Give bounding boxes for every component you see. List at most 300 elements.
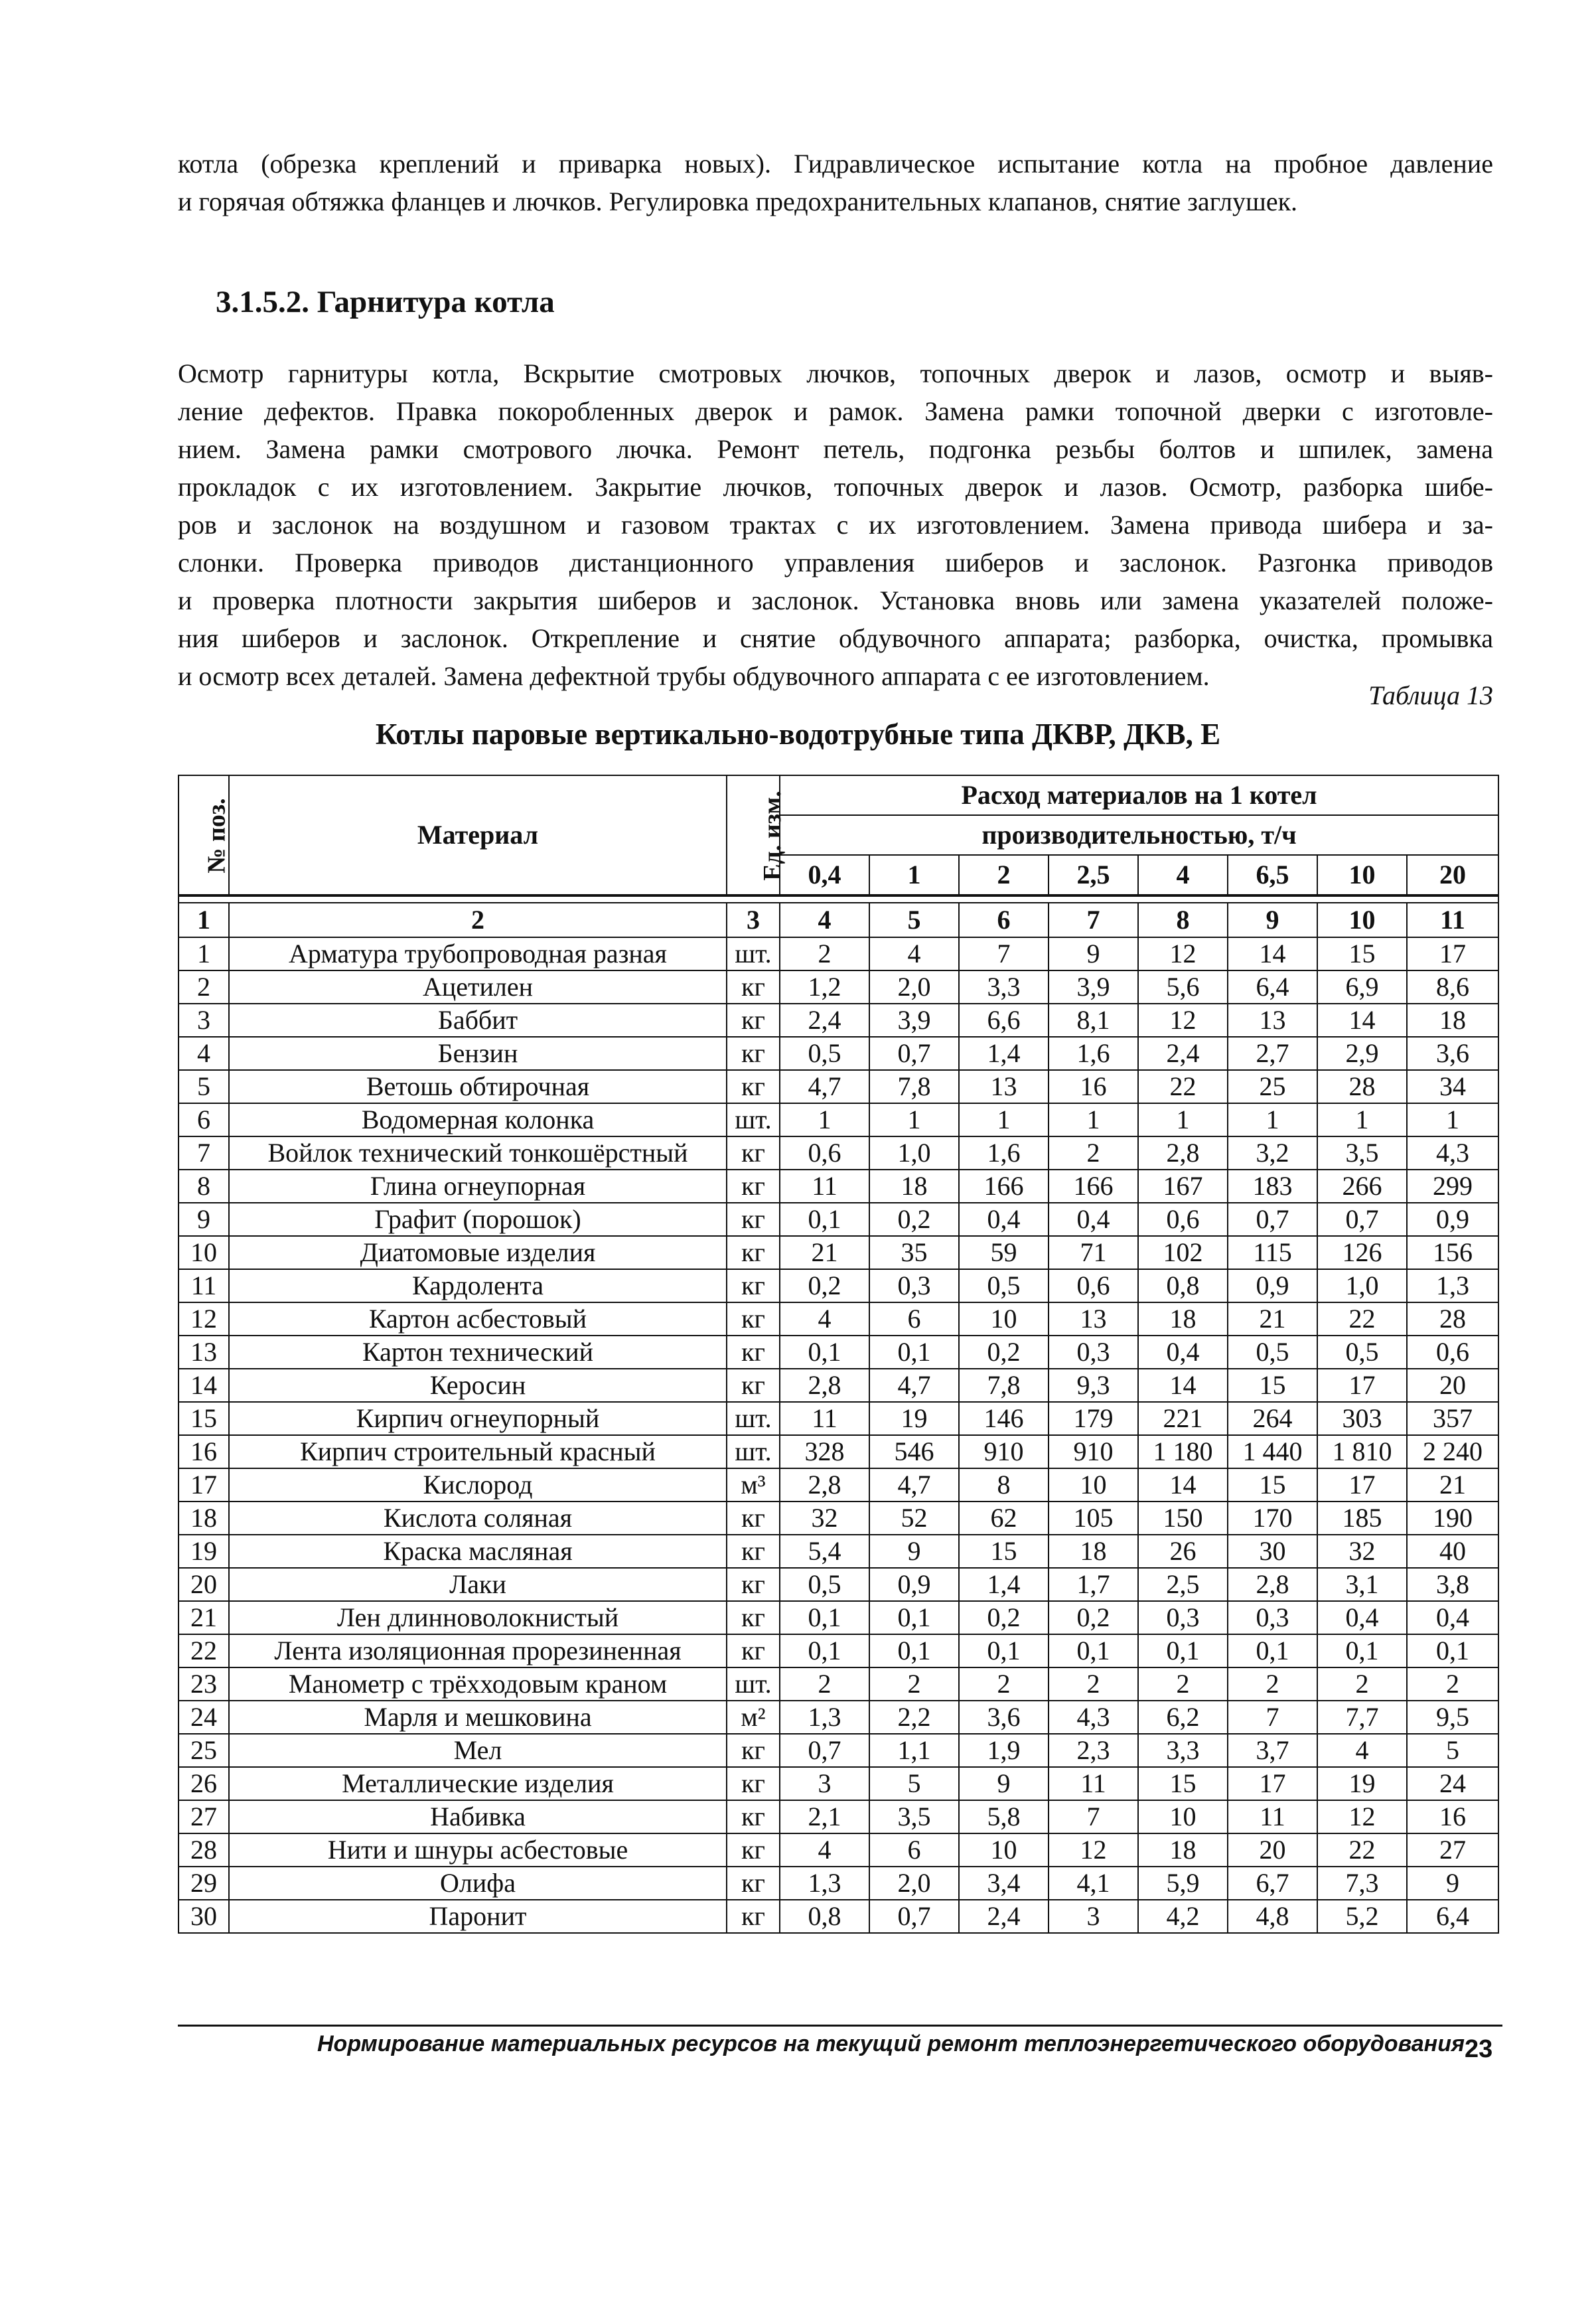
- row-value: 6: [869, 1302, 959, 1336]
- row-value: 3,3: [1138, 1734, 1228, 1767]
- row-material-name: Картон асбестовый: [229, 1302, 727, 1336]
- row-unit: кг: [727, 1833, 780, 1867]
- row-value: 17: [1228, 1767, 1317, 1800]
- text-line: Осмотр гарнитуры котла, Вскрытие смотровых лючков, топочных дверок и лазов, осмотр и выяв-: [178, 358, 1493, 388]
- row-value: 0,7: [869, 1037, 959, 1070]
- section-paragraph: [178, 354, 1493, 695]
- row-value: 0,4: [1317, 1601, 1407, 1634]
- row-value: 16: [1049, 1070, 1138, 1103]
- row-value: 166: [959, 1170, 1049, 1203]
- row-value: 5,6: [1138, 970, 1228, 1004]
- text-line: ров и заслонок на воздушном и газовом трактах с их изготовлением. Замена привода шибера и за-: [178, 510, 1493, 540]
- row-value: 0,1: [780, 1336, 869, 1369]
- row-value: 0,8: [1138, 1269, 1228, 1302]
- column-number: 7: [1049, 903, 1138, 937]
- table-row: [179, 1236, 1498, 1269]
- row-value: 17: [1317, 1369, 1407, 1402]
- row-material-name: Графит (порошок): [229, 1203, 727, 1236]
- row-unit: кг: [727, 1502, 780, 1535]
- row-value: 4: [869, 937, 959, 970]
- table-row: [179, 1402, 1498, 1435]
- row-value: 910: [1049, 1435, 1138, 1468]
- row-value: 12: [1138, 937, 1228, 970]
- table-row: [179, 1468, 1498, 1502]
- row-value: 4,2: [1138, 1900, 1228, 1933]
- table-row: [179, 1170, 1498, 1203]
- column-number: 3: [727, 903, 780, 937]
- row-value: 0,3: [1049, 1336, 1138, 1369]
- column-number: 9: [1228, 903, 1317, 937]
- row-value: 3,6: [959, 1701, 1049, 1734]
- row-value: 0,7: [1228, 1203, 1317, 1236]
- row-value: 7: [1228, 1701, 1317, 1734]
- row-value: 18: [1407, 1004, 1498, 1037]
- row-material-name: Металлические изделия: [229, 1767, 727, 1800]
- row-value: 0,7: [869, 1900, 959, 1933]
- row-material-name: Нити и шнуры асбестовые: [229, 1833, 727, 1867]
- row-position: 26: [179, 1767, 229, 1800]
- table-row: [179, 1070, 1498, 1103]
- row-value: 6,6: [959, 1004, 1049, 1037]
- row-position: 3: [179, 1004, 229, 1037]
- row-value: 15: [1228, 1468, 1317, 1502]
- row-value: 1: [780, 1103, 869, 1136]
- row-value: 0,7: [780, 1734, 869, 1767]
- row-value: 1: [1317, 1103, 1407, 1136]
- row-material-name: Арматура трубопроводная разная: [229, 937, 727, 970]
- text-line: котла (обрезка креплений и приварка новых). Гидравлическое испытание котла на пробное давление: [178, 149, 1493, 179]
- row-value: 5,2: [1317, 1900, 1407, 1933]
- row-value: 4,3: [1049, 1701, 1138, 1734]
- row-value: 7: [1049, 1800, 1138, 1833]
- table-row: [179, 1203, 1498, 1236]
- row-value: 14: [1317, 1004, 1407, 1037]
- row-value: 4,7: [780, 1070, 869, 1103]
- row-value: 59: [959, 1236, 1049, 1269]
- row-value: 52: [869, 1502, 959, 1535]
- row-value: 167: [1138, 1170, 1228, 1203]
- row-material-name: Кардолента: [229, 1269, 727, 1302]
- section-heading: 3.1.5.2. Гарнитура котла: [216, 285, 555, 319]
- header-capacity: 2: [959, 855, 1049, 895]
- page-number: 23: [1465, 2035, 1493, 2063]
- row-value: 1,7: [1049, 1568, 1138, 1601]
- row-value: 4,7: [869, 1369, 959, 1402]
- row-value: 11: [1228, 1800, 1317, 1833]
- header-consumption-title: Расход материалов на 1 котел: [780, 775, 1498, 815]
- row-position: 7: [179, 1136, 229, 1170]
- row-value: 2,4: [1138, 1037, 1228, 1070]
- row-position: 1: [179, 937, 229, 970]
- row-value: 0,7: [1317, 1203, 1407, 1236]
- row-material-name: Водомерная колонка: [229, 1103, 727, 1136]
- row-value: 0,4: [1138, 1336, 1228, 1369]
- row-position: 24: [179, 1701, 229, 1734]
- row-value: 11: [1049, 1767, 1138, 1800]
- row-position: 23: [179, 1667, 229, 1701]
- row-value: 9,5: [1407, 1701, 1498, 1734]
- row-value: 0,6: [780, 1136, 869, 1170]
- row-value: 190: [1407, 1502, 1498, 1535]
- row-unit: кг: [727, 1867, 780, 1900]
- table-title: Котлы паровые вертикально-водотрубные типа ДКВР, ДКВ, Е: [375, 718, 1221, 751]
- row-value: 10: [1049, 1468, 1138, 1502]
- text-line: слонки. Проверка приводов дистанционного управления шиберов и заслонок. Разгонка приводов: [178, 548, 1493, 578]
- row-value: 5: [1407, 1734, 1498, 1767]
- row-value: 6,9: [1317, 970, 1407, 1004]
- row-value: 2: [780, 1667, 869, 1701]
- row-value: 1,4: [959, 1568, 1049, 1601]
- row-value: 0,1: [780, 1601, 869, 1634]
- row-value: 183: [1228, 1170, 1317, 1203]
- header-material: Материал: [229, 775, 727, 895]
- row-value: 1 810: [1317, 1435, 1407, 1468]
- row-value: 21: [780, 1236, 869, 1269]
- row-unit: кг: [727, 1734, 780, 1767]
- row-unit: кг: [727, 1203, 780, 1236]
- row-value: 13: [1228, 1004, 1317, 1037]
- row-value: 6,2: [1138, 1701, 1228, 1734]
- row-value: 3,5: [869, 1800, 959, 1833]
- table-row: [179, 1601, 1498, 1634]
- row-value: 0,6: [1407, 1336, 1498, 1369]
- row-value: 19: [869, 1402, 959, 1435]
- row-value: 6,4: [1407, 1900, 1498, 1933]
- row-value: 2,1: [780, 1800, 869, 1833]
- row-value: 0,5: [780, 1037, 869, 1070]
- row-unit: м³: [727, 1468, 780, 1502]
- row-value: 0,2: [959, 1601, 1049, 1634]
- row-position: 15: [179, 1402, 229, 1435]
- row-value: 28: [1317, 1070, 1407, 1103]
- row-value: 7,7: [1317, 1701, 1407, 1734]
- row-position: 21: [179, 1601, 229, 1634]
- row-value: 0,1: [1228, 1634, 1317, 1667]
- row-value: 264: [1228, 1402, 1317, 1435]
- row-value: 2: [1228, 1667, 1317, 1701]
- row-value: 4,1: [1049, 1867, 1138, 1900]
- row-position: 4: [179, 1037, 229, 1070]
- row-value: 0,9: [1407, 1203, 1498, 1236]
- row-value: 2 240: [1407, 1435, 1498, 1468]
- table-row: [179, 1004, 1498, 1037]
- row-value: 146: [959, 1402, 1049, 1435]
- header-capacity: 1: [869, 855, 959, 895]
- row-value: 0,5: [959, 1269, 1049, 1302]
- row-value: 24: [1407, 1767, 1498, 1800]
- row-value: 1: [1407, 1103, 1498, 1136]
- row-material-name: Марля и мешковина: [229, 1701, 727, 1734]
- row-value: 3,9: [1049, 970, 1138, 1004]
- header-capacity: 6,5: [1228, 855, 1317, 895]
- row-position: 16: [179, 1435, 229, 1468]
- header-capacity: 2,5: [1049, 855, 1138, 895]
- row-value: 0,1: [1049, 1634, 1138, 1667]
- row-value: 102: [1138, 1236, 1228, 1269]
- header-consumption-subtitle: производительностью, т/ч: [780, 815, 1498, 855]
- row-value: 6,7: [1228, 1867, 1317, 1900]
- row-value: 18: [1138, 1302, 1228, 1336]
- row-value: 4: [780, 1833, 869, 1867]
- row-value: 3: [1049, 1900, 1138, 1933]
- row-value: 0,9: [1228, 1269, 1317, 1302]
- row-position: 11: [179, 1269, 229, 1302]
- row-value: 13: [1049, 1302, 1138, 1336]
- row-value: 0,3: [1228, 1601, 1317, 1634]
- row-value: 9: [1407, 1867, 1498, 1900]
- row-value: 0,1: [869, 1336, 959, 1369]
- row-value: 0,6: [1138, 1203, 1228, 1236]
- row-value: 0,4: [959, 1203, 1049, 1236]
- column-number: 5: [869, 903, 959, 937]
- row-value: 22: [1317, 1302, 1407, 1336]
- table-row: [179, 1369, 1498, 1402]
- table-row: [179, 1833, 1498, 1867]
- row-material-name: Бензин: [229, 1037, 727, 1070]
- row-unit: шт.: [727, 1435, 780, 1468]
- row-material-name: Кирпич строительный красный: [229, 1435, 727, 1468]
- row-position: 19: [179, 1535, 229, 1568]
- row-value: 1,4: [959, 1037, 1049, 1070]
- table-row: [179, 970, 1498, 1004]
- row-unit: кг: [727, 1004, 780, 1037]
- table-row: [179, 1734, 1498, 1767]
- row-position: 14: [179, 1369, 229, 1402]
- row-value: 10: [959, 1302, 1049, 1336]
- row-material-name: Ацетилен: [229, 970, 727, 1004]
- row-value: 9,3: [1049, 1369, 1138, 1402]
- row-unit: кг: [727, 1037, 780, 1070]
- row-value: 7: [959, 937, 1049, 970]
- row-value: 0,1: [869, 1634, 959, 1667]
- table-body: [179, 895, 1498, 1933]
- row-unit: шт.: [727, 1103, 780, 1136]
- row-value: 10: [959, 1833, 1049, 1867]
- row-value: 2: [1317, 1667, 1407, 1701]
- text-line: ление дефектов. Правка покоробленных дверок и рамок. Замена рамки топочной дверки с изготовле-: [178, 396, 1493, 426]
- row-value: 0,3: [1138, 1601, 1228, 1634]
- row-value: 126: [1317, 1236, 1407, 1269]
- text-line: и проверка плотности закрытия шиберов и заслонок. Установка вновь или замена указателей положе-: [178, 585, 1493, 615]
- table-row: [179, 1800, 1498, 1833]
- row-position: 20: [179, 1568, 229, 1601]
- row-material-name: Лен длинноволокнистый: [229, 1601, 727, 1634]
- row-value: 2: [1138, 1667, 1228, 1701]
- row-material-name: Олифа: [229, 1867, 727, 1900]
- row-value: 0,2: [780, 1269, 869, 1302]
- row-value: 1,3: [780, 1701, 869, 1734]
- intro-paragraph: [178, 145, 1493, 220]
- row-value: 910: [959, 1435, 1049, 1468]
- table-number-label: Таблица 13: [1368, 680, 1493, 710]
- footer-rule: [178, 2025, 1502, 2027]
- row-value: 2: [1049, 1667, 1138, 1701]
- row-value: 22: [1138, 1070, 1228, 1103]
- row-unit: шт.: [727, 937, 780, 970]
- row-value: 22: [1317, 1833, 1407, 1867]
- row-value: 17: [1407, 937, 1498, 970]
- row-value: 2: [959, 1667, 1049, 1701]
- row-value: 15: [1228, 1369, 1317, 1402]
- row-value: 0,4: [1407, 1601, 1498, 1634]
- row-value: 3,1: [1317, 1568, 1407, 1601]
- row-value: 7,8: [959, 1369, 1049, 1402]
- row-value: 9: [959, 1767, 1049, 1800]
- row-value: 0,1: [1317, 1634, 1407, 1667]
- header-capacity: 20: [1407, 855, 1498, 895]
- row-value: 4,3: [1407, 1136, 1498, 1170]
- header-pos: [179, 775, 229, 895]
- row-value: 1,2: [780, 970, 869, 1004]
- row-value: 8,1: [1049, 1004, 1138, 1037]
- table-row: [179, 1535, 1498, 1568]
- row-position: 10: [179, 1236, 229, 1269]
- row-value: 0,8: [780, 1900, 869, 1933]
- row-value: 357: [1407, 1402, 1498, 1435]
- row-value: 20: [1228, 1833, 1317, 1867]
- table-row: [179, 1502, 1498, 1535]
- row-value: 62: [959, 1502, 1049, 1535]
- row-value: 0,5: [1317, 1336, 1407, 1369]
- row-value: 28: [1407, 1302, 1498, 1336]
- row-unit: кг: [727, 1369, 780, 1402]
- row-value: 0,1: [780, 1634, 869, 1667]
- row-value: 12: [1049, 1833, 1138, 1867]
- row-value: 3: [780, 1767, 869, 1800]
- row-position: 6: [179, 1103, 229, 1136]
- header-capacity: 10: [1317, 855, 1407, 895]
- row-value: 7,8: [869, 1070, 959, 1103]
- row-value: 8,6: [1407, 970, 1498, 1004]
- row-value: 34: [1407, 1070, 1498, 1103]
- materials-table: [178, 775, 1499, 1934]
- row-value: 10: [1138, 1800, 1228, 1833]
- row-value: 1: [1228, 1103, 1317, 1136]
- row-value: 21: [1407, 1468, 1498, 1502]
- row-position: 29: [179, 1867, 229, 1900]
- row-value: 179: [1049, 1402, 1138, 1435]
- row-value: 2: [1049, 1136, 1138, 1170]
- row-value: 1,6: [959, 1136, 1049, 1170]
- row-value: 4: [780, 1302, 869, 1336]
- row-value: 2,9: [1317, 1037, 1407, 1070]
- row-value: 5,9: [1138, 1867, 1228, 1900]
- row-value: 19: [1317, 1767, 1407, 1800]
- row-value: 2,8: [780, 1369, 869, 1402]
- row-value: 14: [1138, 1369, 1228, 1402]
- row-value: 5,8: [959, 1800, 1049, 1833]
- text-line: и горячая обтяжка фланцев и лючков. Регулировка предохранительных клапанов, снятие заглушек.: [178, 187, 1298, 216]
- row-material-name: Войлок технический тонкошёрстный: [229, 1136, 727, 1170]
- row-value: 299: [1407, 1170, 1498, 1203]
- row-value: 2: [1407, 1667, 1498, 1701]
- row-unit: кг: [727, 1070, 780, 1103]
- table-row: [179, 1136, 1498, 1170]
- row-value: 1,0: [1317, 1269, 1407, 1302]
- row-value: 26: [1138, 1535, 1228, 1568]
- row-material-name: Кислород: [229, 1468, 727, 1502]
- row-value: 1: [1049, 1103, 1138, 1136]
- row-position: 25: [179, 1734, 229, 1767]
- row-value: 1,0: [869, 1136, 959, 1170]
- row-value: 4,7: [869, 1468, 959, 1502]
- row-position: 12: [179, 1302, 229, 1336]
- row-material-name: Баббит: [229, 1004, 727, 1037]
- row-value: 0,2: [959, 1336, 1049, 1369]
- row-position: 2: [179, 970, 229, 1004]
- row-value: 15: [1317, 937, 1407, 970]
- row-value: 6: [869, 1833, 959, 1867]
- row-value: 1,3: [780, 1867, 869, 1900]
- row-value: 3,2: [1228, 1136, 1317, 1170]
- row-value: 0,5: [780, 1568, 869, 1601]
- row-value: 546: [869, 1435, 959, 1468]
- row-unit: кг: [727, 1800, 780, 1833]
- row-value: 166: [1049, 1170, 1138, 1203]
- row-value: 303: [1317, 1402, 1407, 1435]
- column-number: 8: [1138, 903, 1228, 937]
- row-material-name: Ветошь обтирочная: [229, 1070, 727, 1103]
- table-row: [179, 1435, 1498, 1468]
- row-value: 6,4: [1228, 970, 1317, 1004]
- row-value: 21: [1228, 1302, 1317, 1336]
- row-unit: кг: [727, 1900, 780, 1933]
- row-unit: кг: [727, 1568, 780, 1601]
- column-number: 2: [229, 903, 727, 937]
- table-row: [179, 1867, 1498, 1900]
- row-position: 5: [179, 1070, 229, 1103]
- row-value: 0,9: [869, 1568, 959, 1601]
- row-value: 3,7: [1228, 1734, 1317, 1767]
- column-numbers-row: [179, 903, 1498, 937]
- row-value: 1: [959, 1103, 1049, 1136]
- row-value: 0,3: [869, 1269, 959, 1302]
- row-value: 1: [869, 1103, 959, 1136]
- row-material-name: Манометр с трёхходовым краном: [229, 1667, 727, 1701]
- header-unit: [727, 775, 786, 895]
- row-value: 0,1: [1138, 1634, 1228, 1667]
- row-value: 1,9: [959, 1734, 1049, 1767]
- table-row: [179, 1037, 1498, 1070]
- row-value: 8: [959, 1468, 1049, 1502]
- row-unit: кг: [727, 1535, 780, 1568]
- row-value: 14: [1228, 937, 1317, 970]
- row-value: 3,8: [1407, 1568, 1498, 1601]
- row-material-name: Лента изоляционная прорезиненная: [229, 1634, 727, 1667]
- row-value: 11: [780, 1402, 869, 1435]
- row-unit: кг: [727, 970, 780, 1004]
- row-value: 0,5: [1228, 1336, 1317, 1369]
- row-value: 15: [1138, 1767, 1228, 1800]
- row-value: 156: [1407, 1236, 1498, 1269]
- row-value: 2,7: [1228, 1037, 1317, 1070]
- row-position: 27: [179, 1800, 229, 1833]
- row-material-name: Набивка: [229, 1800, 727, 1833]
- row-value: 18: [1138, 1833, 1228, 1867]
- row-value: 5,4: [780, 1535, 869, 1568]
- row-material-name: Керосин: [229, 1369, 727, 1402]
- header-capacity: 0,4: [780, 855, 869, 895]
- row-value: 7,3: [1317, 1867, 1407, 1900]
- row-value: 115: [1228, 1236, 1317, 1269]
- row-unit: кг: [727, 1601, 780, 1634]
- row-value: 2,5: [1138, 1568, 1228, 1601]
- row-value: 18: [1049, 1535, 1138, 1568]
- row-value: 2,8: [1138, 1136, 1228, 1170]
- row-value: 1: [1138, 1103, 1228, 1136]
- row-value: 2,4: [780, 1004, 869, 1037]
- row-unit: шт.: [727, 1402, 780, 1435]
